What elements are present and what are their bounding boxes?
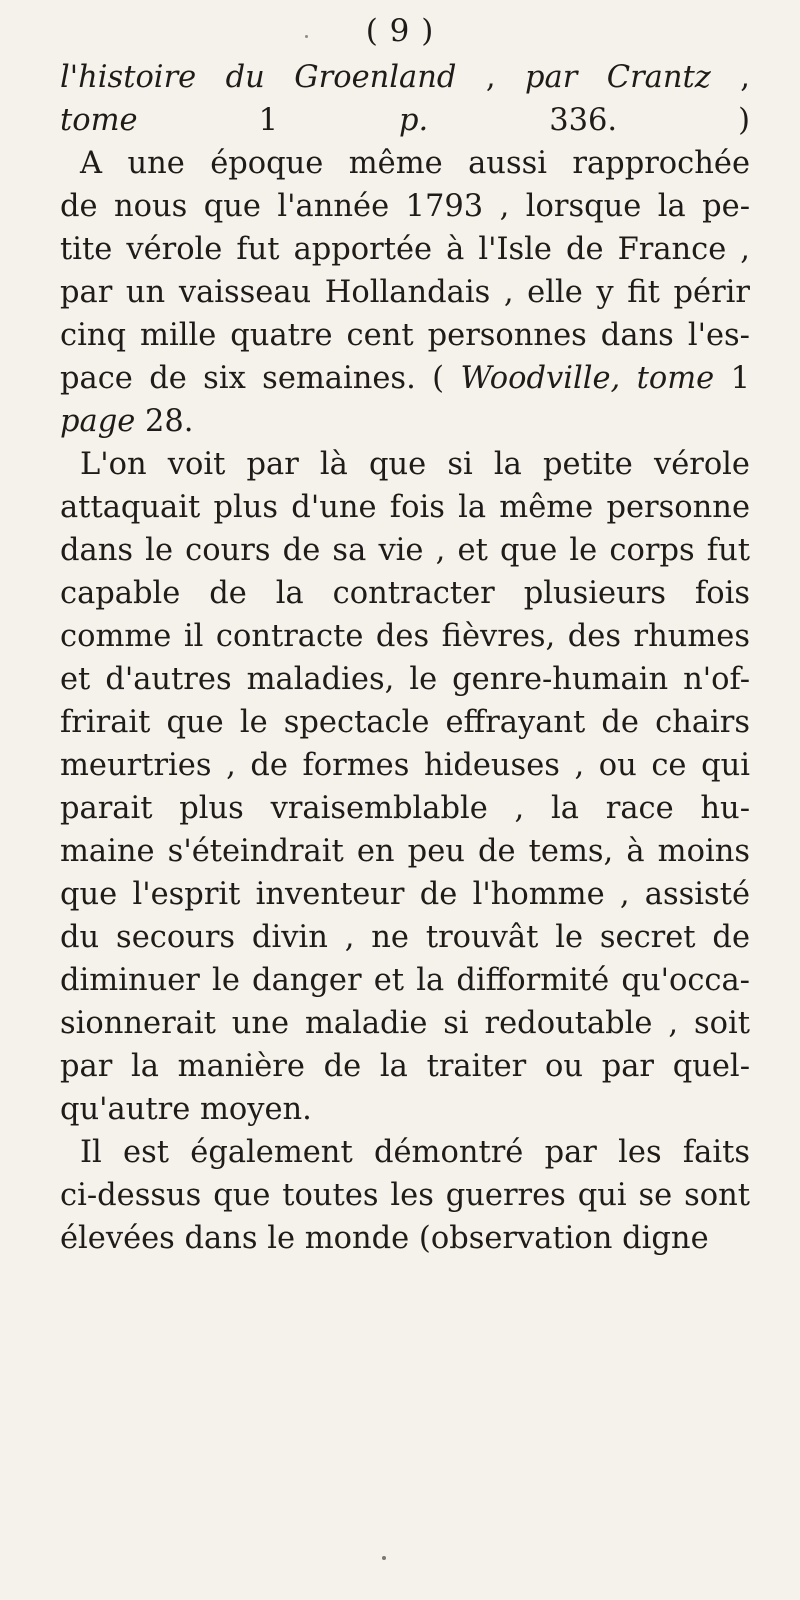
text-line xyxy=(60,1045,750,1088)
text-line xyxy=(60,658,750,701)
text-segment: frirait que le spectacle effrayant de chairs xyxy=(60,705,750,740)
text-line xyxy=(60,1174,750,1217)
text-line xyxy=(60,228,750,271)
text-line xyxy=(60,142,750,185)
italic-text: p. xyxy=(398,103,429,138)
text-line xyxy=(60,830,750,873)
text-line xyxy=(60,572,750,615)
text-line xyxy=(60,357,750,400)
text-segment: de nous que l'année 1793 , lorsque la pe- xyxy=(60,189,750,224)
italic-text: par Crantz xyxy=(525,60,711,95)
text-line xyxy=(60,701,750,744)
ink-speck xyxy=(382,1556,386,1560)
text-segment: par un vaisseau Hollandais , elle y fit périr xyxy=(60,275,750,310)
italic-text: l'histoire du Groenland xyxy=(60,60,457,95)
text-line xyxy=(60,744,750,787)
body-text xyxy=(60,56,750,1260)
italic-text: tome xyxy=(60,103,138,138)
text-line xyxy=(60,271,750,314)
text-segment: meurtries , de formes hideuses , ou ce qui xyxy=(60,748,750,783)
text-line xyxy=(60,400,750,443)
italic-text: Woodville, tome xyxy=(460,361,715,396)
text-segment: capable de la contracter plusieurs fois xyxy=(60,576,750,611)
text-segment: , xyxy=(710,60,750,95)
text-segment: et d'autres maladies, le genre-humain n'of- xyxy=(60,662,750,697)
text-segment: diminuer le danger et la difformité qu'occa- xyxy=(60,963,750,998)
text-segment: A une époque même aussi rapprochée xyxy=(80,146,750,181)
page-number: ( 9 ) xyxy=(365,13,435,49)
text-segment: sionnerait une maladie si redoutable , soit xyxy=(60,1006,750,1041)
text-segment: maine s'éteindrait en peu de tems, à moins xyxy=(60,834,750,869)
italic-text: page xyxy=(60,404,136,439)
text-line xyxy=(60,56,750,99)
text-segment: dans le cours de sa vie , et que le corps fut xyxy=(60,533,750,568)
text-line xyxy=(60,787,750,830)
text-line xyxy=(60,529,750,572)
text-segment: L'on voit par là que si la petite vérole xyxy=(80,447,750,482)
text-line xyxy=(60,1131,750,1174)
text-segment: 28. xyxy=(135,404,194,439)
text-line xyxy=(60,1088,750,1131)
text-line xyxy=(60,916,750,959)
text-segment: , xyxy=(456,60,526,95)
text-segment: élevées dans le monde (observation digne xyxy=(60,1221,709,1256)
text-line xyxy=(60,873,750,916)
text-segment: pace de six semaines. ( xyxy=(60,361,461,396)
text-line xyxy=(60,486,750,529)
text-segment: Il est également démontré par les faits xyxy=(80,1135,750,1170)
text-line xyxy=(60,1217,750,1260)
text-segment: qu'autre moyen. xyxy=(60,1092,312,1127)
text-segment: par la manière de la traiter ou par quel- xyxy=(60,1049,750,1084)
text-segment: cinq mille quatre cent personnes dans l'es- xyxy=(60,318,750,353)
text-segment: du secours divin , ne trouvât le secret de xyxy=(60,920,750,955)
text-line xyxy=(60,959,750,1002)
text-line xyxy=(60,185,750,228)
text-line xyxy=(60,99,750,142)
text-line xyxy=(60,314,750,357)
text-segment: tite vérole fut apportée à l'Isle de France , xyxy=(60,232,750,267)
text-segment: attaquait plus d'une fois la même personne xyxy=(60,490,750,525)
text-segment: ci-dessus que toutes les guerres qui se sont xyxy=(60,1178,750,1213)
text-segment: 1 xyxy=(714,361,750,396)
text-segment: que l'esprit inventeur de l'homme , assisté xyxy=(60,877,750,912)
text-segment: parait plus vraisemblable , la race hu- xyxy=(60,791,750,826)
text-line xyxy=(60,1002,750,1045)
text-segment: 336. ) xyxy=(428,103,751,138)
text-line xyxy=(60,615,750,658)
text-line xyxy=(60,443,750,486)
text-segment: 1 xyxy=(137,103,399,138)
text-segment: comme il contracte des fièvres, des rhumes xyxy=(60,619,750,654)
